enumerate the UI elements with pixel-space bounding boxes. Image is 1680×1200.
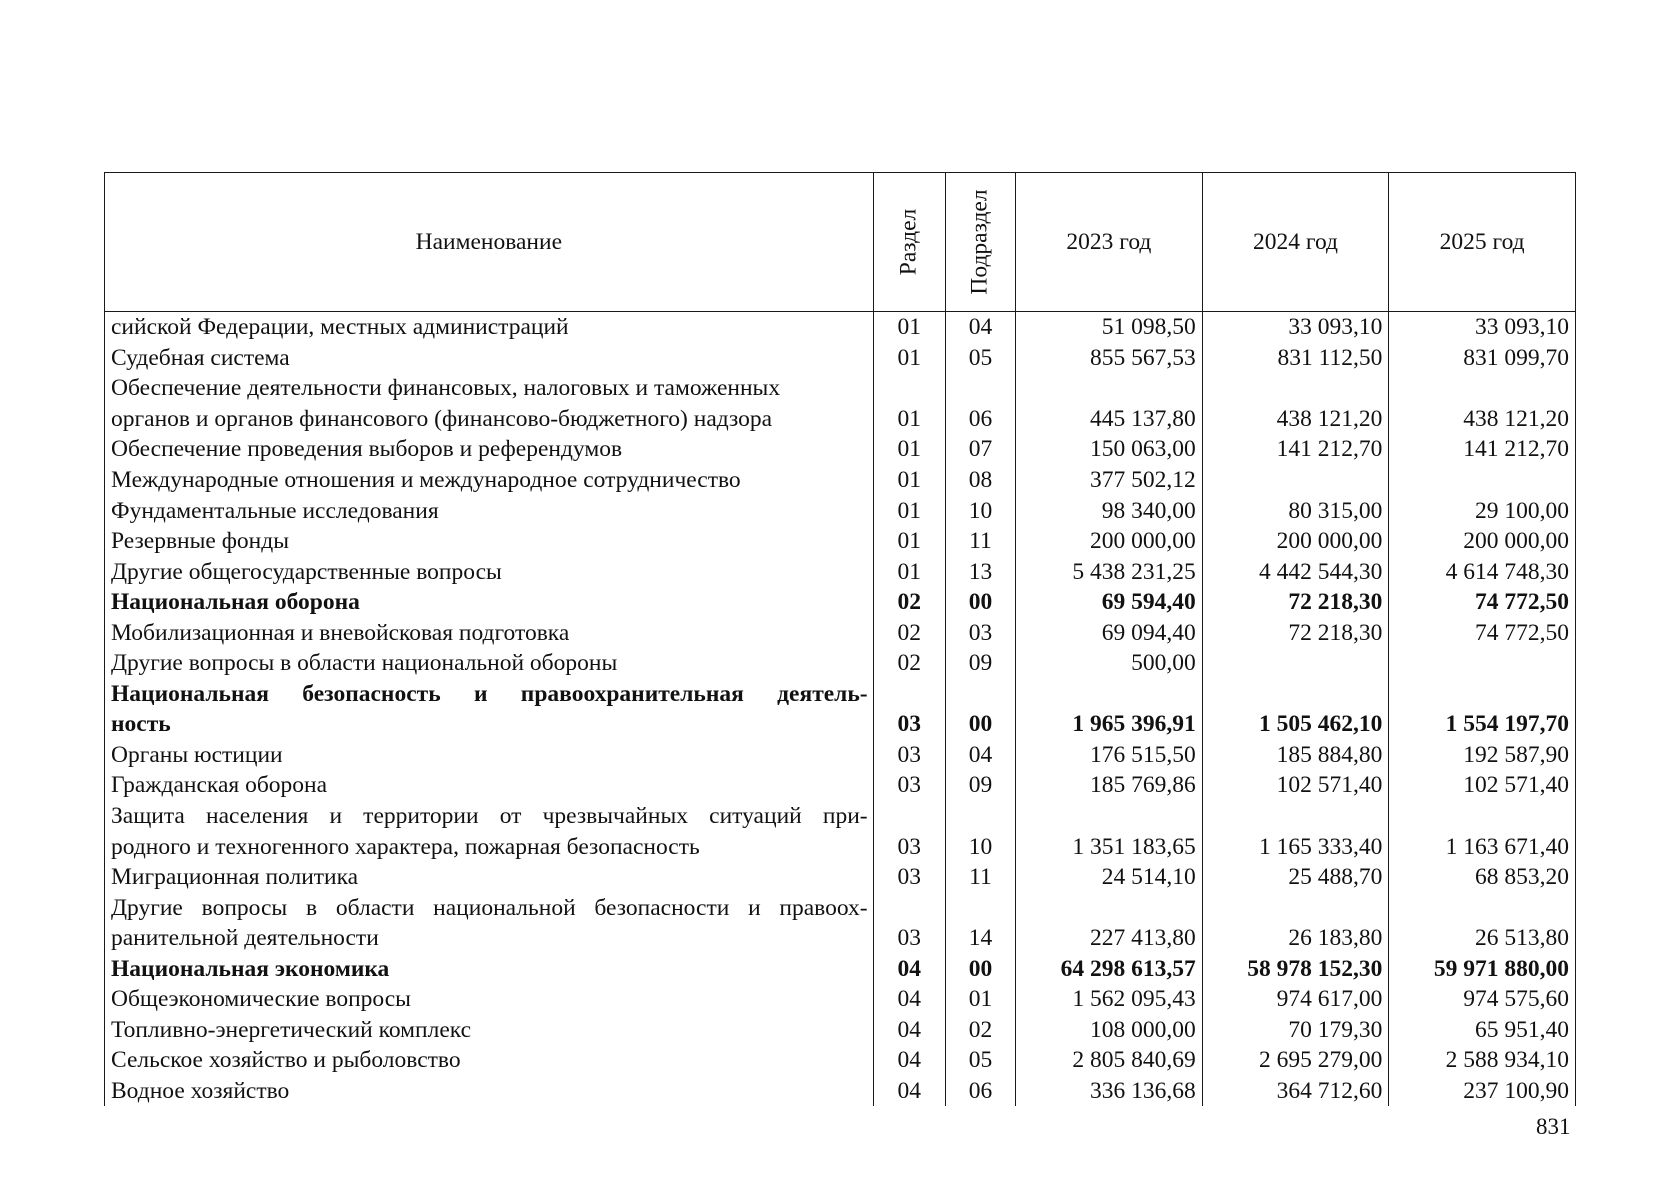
header-section	[873, 173, 945, 312]
header-subsection-label: Подраздел	[966, 189, 993, 295]
cell-name: родного и техногенного характера, пожарная безопасность	[105, 831, 874, 862]
cell-section: 01	[873, 343, 945, 374]
cell-section: 01	[873, 434, 945, 465]
cell-name: Национальная оборона	[105, 587, 874, 618]
table-row	[105, 740, 1576, 771]
cell-2024: 70 179,30	[1202, 1015, 1389, 1046]
cell-subsection: 06	[945, 404, 1015, 435]
cell-2025	[1389, 892, 1576, 923]
cell-2023: 185 769,86	[1016, 770, 1203, 801]
cell-2024: 438 121,20	[1202, 404, 1389, 435]
cell-2024: 831 112,50	[1202, 343, 1389, 374]
cell-2025: 200 000,00	[1389, 526, 1576, 557]
table-row	[105, 1076, 1576, 1107]
table-row	[105, 617, 1576, 648]
cell-2023: 5 438 231,25	[1016, 556, 1203, 587]
table-row	[105, 373, 1576, 404]
cell-2025	[1389, 679, 1576, 710]
cell-2023: 176 515,50	[1016, 740, 1203, 771]
cell-2025: 68 853,20	[1389, 862, 1576, 893]
cell-section: 03	[873, 740, 945, 771]
cell-2025: 831 099,70	[1389, 343, 1576, 374]
header-year-2025: 2025 год	[1389, 173, 1576, 312]
cell-2024: 102 571,40	[1202, 770, 1389, 801]
cell-section: 04	[873, 1076, 945, 1107]
cell-subsection: 02	[945, 1015, 1015, 1046]
cell-2024: 2 695 279,00	[1202, 1045, 1389, 1076]
header-subsection	[945, 173, 1015, 312]
table-row	[105, 953, 1576, 984]
cell-2023: 500,00	[1016, 648, 1203, 679]
cell-section: 04	[873, 984, 945, 1015]
cell-section: 01	[873, 312, 945, 343]
cell-name: Общеэкономические вопросы	[105, 984, 874, 1015]
cell-subsection	[945, 801, 1015, 832]
table-row	[105, 1015, 1576, 1046]
cell-2023: 64 298 613,57	[1016, 953, 1203, 984]
cell-section: 03	[873, 709, 945, 740]
cell-name: Защита населения и территории от чрезвычайных ситуаций при-	[105, 801, 874, 832]
cell-subsection: 06	[945, 1076, 1015, 1107]
cell-2024	[1202, 679, 1389, 710]
header-year-2023: 2023 год	[1016, 173, 1203, 312]
cell-2024: 72 218,30	[1202, 617, 1389, 648]
table-row	[105, 1045, 1576, 1076]
cell-2025: 237 100,90	[1389, 1076, 1576, 1107]
table-row	[105, 923, 1576, 954]
cell-2025: 29 100,00	[1389, 495, 1576, 526]
cell-2024	[1202, 373, 1389, 404]
cell-2025: 102 571,40	[1389, 770, 1576, 801]
cell-section: 02	[873, 648, 945, 679]
cell-2024	[1202, 648, 1389, 679]
header-section-label: Раздел	[895, 208, 922, 276]
cell-subsection: 08	[945, 465, 1015, 496]
cell-name: ранительной деятельности	[105, 923, 874, 954]
table-row	[105, 465, 1576, 496]
cell-2024: 185 884,80	[1202, 740, 1389, 771]
cell-name: Национальная экономика	[105, 953, 874, 984]
cell-2023: 98 340,00	[1016, 495, 1203, 526]
cell-subsection: 10	[945, 831, 1015, 862]
table-row	[105, 648, 1576, 679]
table-row	[105, 831, 1576, 862]
cell-section: 02	[873, 587, 945, 618]
cell-section: 04	[873, 1015, 945, 1046]
cell-2023: 200 000,00	[1016, 526, 1203, 557]
table-row	[105, 312, 1576, 343]
cell-2023: 855 567,53	[1016, 343, 1203, 374]
cell-2023: 336 136,68	[1016, 1076, 1203, 1107]
cell-2023: 445 137,80	[1016, 404, 1203, 435]
cell-2023: 69 594,40	[1016, 587, 1203, 618]
cell-section: 01	[873, 465, 945, 496]
cell-subsection: 11	[945, 862, 1015, 893]
cell-subsection: 00	[945, 953, 1015, 984]
cell-2025: 4 614 748,30	[1389, 556, 1576, 587]
cell-section: 01	[873, 526, 945, 557]
cell-2023	[1016, 679, 1203, 710]
cell-2025: 438 121,20	[1389, 404, 1576, 435]
cell-section: 03	[873, 923, 945, 954]
cell-2024: 80 315,00	[1202, 495, 1389, 526]
table-row	[105, 709, 1576, 740]
cell-2024: 72 218,30	[1202, 587, 1389, 618]
cell-2025: 74 772,50	[1389, 587, 1576, 618]
cell-2023: 2 805 840,69	[1016, 1045, 1203, 1076]
cell-2025: 59 971 880,00	[1389, 953, 1576, 984]
cell-2023: 377 502,12	[1016, 465, 1203, 496]
cell-2025: 1 554 197,70	[1389, 709, 1576, 740]
cell-2025: 2 588 934,10	[1389, 1045, 1576, 1076]
cell-subsection: 09	[945, 770, 1015, 801]
cell-name: органов и органов финансового (финансово-бюджетного) надзора	[105, 404, 874, 435]
cell-2023: 1 351 183,65	[1016, 831, 1203, 862]
cell-subsection: 05	[945, 343, 1015, 374]
table-row	[105, 587, 1576, 618]
cell-name: Резервные фонды	[105, 526, 874, 557]
cell-2025	[1389, 465, 1576, 496]
cell-2024: 974 617,00	[1202, 984, 1389, 1015]
table-row	[105, 801, 1576, 832]
cell-section: 03	[873, 770, 945, 801]
cell-2025: 141 212,70	[1389, 434, 1576, 465]
cell-name: Судебная система	[105, 343, 874, 374]
cell-section	[873, 373, 945, 404]
cell-2025	[1389, 373, 1576, 404]
table-row	[105, 984, 1576, 1015]
table-row	[105, 770, 1576, 801]
cell-2024: 33 093,10	[1202, 312, 1389, 343]
cell-2025: 74 772,50	[1389, 617, 1576, 648]
table-body	[105, 312, 1576, 1107]
cell-2024: 1 165 333,40	[1202, 831, 1389, 862]
cell-2023: 108 000,00	[1016, 1015, 1203, 1046]
cell-2023: 227 413,80	[1016, 923, 1203, 954]
cell-name: Мобилизационная и вневойсковая подготовка	[105, 617, 874, 648]
cell-subsection: 04	[945, 312, 1015, 343]
cell-2025: 26 513,80	[1389, 923, 1576, 954]
cell-subsection: 00	[945, 587, 1015, 618]
cell-name: Обеспечение деятельности финансовых, налоговых и таможенных	[105, 373, 874, 404]
cell-2024: 364 712,60	[1202, 1076, 1389, 1107]
table-row	[105, 892, 1576, 923]
cell-2023: 150 063,00	[1016, 434, 1203, 465]
cell-2023: 1 562 095,43	[1016, 984, 1203, 1015]
cell-name: Международные отношения и международное сотрудничество	[105, 465, 874, 496]
cell-2025: 33 093,10	[1389, 312, 1576, 343]
cell-subsection: 07	[945, 434, 1015, 465]
cell-2024: 26 183,80	[1202, 923, 1389, 954]
header-name: Наименование	[105, 173, 874, 312]
cell-section: 04	[873, 1045, 945, 1076]
cell-subsection: 00	[945, 709, 1015, 740]
cell-subsection: 04	[945, 740, 1015, 771]
cell-subsection: 14	[945, 923, 1015, 954]
table-row	[105, 343, 1576, 374]
cell-subsection: 09	[945, 648, 1015, 679]
cell-2023: 69 094,40	[1016, 617, 1203, 648]
cell-2024: 58 978 152,30	[1202, 953, 1389, 984]
table-header-row	[105, 173, 1576, 312]
cell-2025: 65 951,40	[1389, 1015, 1576, 1046]
budget-table	[104, 172, 1576, 1106]
table-row	[105, 434, 1576, 465]
cell-section: 01	[873, 404, 945, 435]
table-row	[105, 526, 1576, 557]
cell-2023: 24 514,10	[1016, 862, 1203, 893]
cell-name: Фундаментальные исследования	[105, 495, 874, 526]
cell-section: 03	[873, 831, 945, 862]
cell-section: 01	[873, 495, 945, 526]
cell-name: Другие вопросы в области национальной обороны	[105, 648, 874, 679]
cell-subsection: 01	[945, 984, 1015, 1015]
cell-2024: 200 000,00	[1202, 526, 1389, 557]
cell-subsection	[945, 373, 1015, 404]
cell-2024: 4 442 544,30	[1202, 556, 1389, 587]
cell-subsection: 10	[945, 495, 1015, 526]
cell-name: Другие вопросы в области национальной безопасности и правоох-	[105, 892, 874, 923]
cell-name: Миграционная политика	[105, 862, 874, 893]
cell-name: сийской Федерации, местных администраций	[105, 312, 874, 343]
table-row	[105, 862, 1576, 893]
cell-2025	[1389, 648, 1576, 679]
cell-name: Сельское хозяйство и рыболовство	[105, 1045, 874, 1076]
table-row	[105, 495, 1576, 526]
header-year-2024: 2024 год	[1202, 173, 1389, 312]
cell-name: Национальная безопасность и правоохранительная деятель-	[105, 679, 874, 710]
cell-section	[873, 679, 945, 710]
cell-section: 04	[873, 953, 945, 984]
cell-name: Топливно-энергетический комплекс	[105, 1015, 874, 1046]
cell-subsection	[945, 892, 1015, 923]
cell-section: 01	[873, 556, 945, 587]
cell-2025	[1389, 801, 1576, 832]
cell-2024: 25 488,70	[1202, 862, 1389, 893]
cell-name: Обеспечение проведения выборов и референдумов	[105, 434, 874, 465]
cell-section	[873, 801, 945, 832]
cell-name: Органы юстиции	[105, 740, 874, 771]
table-row	[105, 679, 1576, 710]
table-row	[105, 404, 1576, 435]
cell-2023: 1 965 396,91	[1016, 709, 1203, 740]
cell-2024	[1202, 892, 1389, 923]
cell-subsection	[945, 679, 1015, 710]
cell-2023	[1016, 892, 1203, 923]
cell-section	[873, 892, 945, 923]
cell-2024: 1 505 462,10	[1202, 709, 1389, 740]
cell-2024	[1202, 801, 1389, 832]
cell-2025: 192 587,90	[1389, 740, 1576, 771]
cell-2023	[1016, 373, 1203, 404]
cell-subsection: 13	[945, 556, 1015, 587]
cell-2025: 974 575,60	[1389, 984, 1576, 1015]
cell-subsection: 05	[945, 1045, 1015, 1076]
cell-2025: 1 163 671,40	[1389, 831, 1576, 862]
cell-section: 03	[873, 862, 945, 893]
cell-name: ность	[105, 709, 874, 740]
cell-subsection: 03	[945, 617, 1015, 648]
cell-subsection: 11	[945, 526, 1015, 557]
cell-2024: 141 212,70	[1202, 434, 1389, 465]
cell-name: Другие общегосударственные вопросы	[105, 556, 874, 587]
cell-2023	[1016, 801, 1203, 832]
cell-section: 02	[873, 617, 945, 648]
cell-2023: 51 098,50	[1016, 312, 1203, 343]
table-row	[105, 556, 1576, 587]
cell-2024	[1202, 465, 1389, 496]
page-number: 831	[1536, 1114, 1571, 1139]
cell-name: Гражданская оборона	[105, 770, 874, 801]
cell-name: Водное хозяйство	[105, 1076, 874, 1107]
